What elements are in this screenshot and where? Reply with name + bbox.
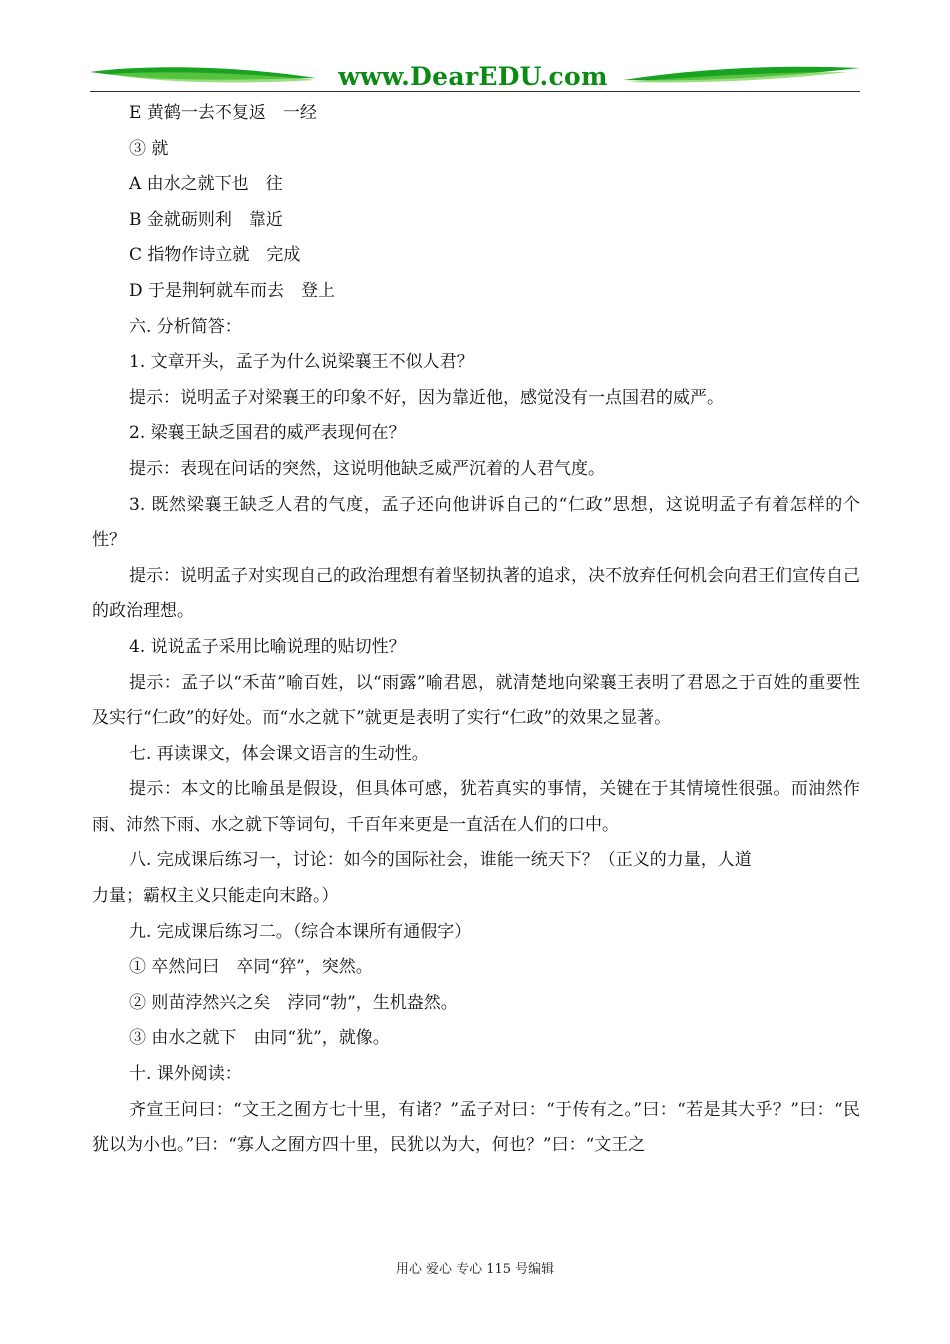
text-line: ① 卒然问曰 卒同“猝”，突然。 [129, 957, 373, 978]
section-heading: 九. 完成课后练习二。（综合本课所有通假字） [129, 921, 472, 942]
answer-paragraph: 提示：本文的比喻虽是假设，但具体可感，犹若真实的事情，关键在于其情境性很强。而油然作雨、沛然下雨、水之就下等词句，千百年来更是一直活在人们的口中。 [92, 779, 860, 835]
page-footer: 用心 爱心 专心 115 号编辑 [395, 1262, 555, 1277]
answer-paragraph: 提示：孟子以“禾苗”喻百姓，以“雨露”喻君恩，就清楚地向梁襄王表明了君恩之于百姓的重要性及实行“仁政”的好处。而“水之就下”就更是表明了实行“仁政”的效果之显著。 [92, 672, 860, 729]
text-line: ② 则苗浡然兴之矣 浡同“勃”，生机盎然。 [129, 992, 458, 1013]
text-line: E 黄鹤一去不复返 一经 [129, 103, 317, 123]
text-line: ③ 由水之就下 由同“犹”，就像。 [129, 1028, 390, 1049]
section-heading: 六. 分析简答： [129, 316, 242, 337]
text-line: B 金就砺则利 靠近 [129, 209, 283, 230]
text-line: D 于是荆轲就车而去 登上 [129, 280, 336, 301]
reading-paragraph: 齐宣王问曰：“文王之囿方七十里，有诸？”孟子对曰：“于传有之。”曰：“若是其大乎？”曰：“民犹以为小也。”曰：“寡人之囿方四十里，民犹以为大，何也？”曰：“文王之 [92, 1099, 860, 1156]
answer-paragraph: 提示：说明孟子对实现自己的政治理想有着坚韧执著的追求，决不放弃任何机会向君王们宣传自己的政治理想。 [92, 565, 860, 622]
question: 4. 说说孟子采用比喻说理的贴切性？ [129, 636, 406, 657]
answer-hint: 提示：说明孟子对梁襄王的印象不好，因为靠近他，感觉没有一点国君的威严。 [129, 387, 724, 408]
site-logo-text[interactable]: www.DearEDU.com [338, 62, 608, 91]
text-line: C 指物作诗立就 完成 [129, 245, 301, 266]
text-line: ③ 就 [129, 138, 169, 159]
section-heading: 八. 完成课后练习一，讨论：如今的国际社会，谁能一统天下？（正义的力量，人道 [129, 850, 752, 871]
answer-hint: 提示：表现在问话的突然，这说明他缺乏威严沉着的人君气度。 [129, 458, 605, 479]
document-body [92, 96, 860, 1164]
section-heading: 七. 再读课文，体会课文语言的生动性。 [129, 743, 429, 764]
section-heading: 十. 课外阅读： [129, 1064, 242, 1085]
header-divider [90, 91, 860, 92]
question: 2. 梁襄王缺乏国君的威严表现何在？ [129, 423, 406, 444]
text-line: A 由水之就下也 往 [129, 174, 283, 195]
question-paragraph: 3. 既然梁襄王缺乏人君的气度，孟子还向他讲诉自己的“仁政”思想，这说明孟子有着怎样的个性？ [92, 494, 860, 551]
question: 1. 文章开头，孟子为什么说梁襄王不似人君？ [129, 352, 474, 373]
text-line: 力量；霸权主义只能走向末路。） [92, 886, 339, 907]
